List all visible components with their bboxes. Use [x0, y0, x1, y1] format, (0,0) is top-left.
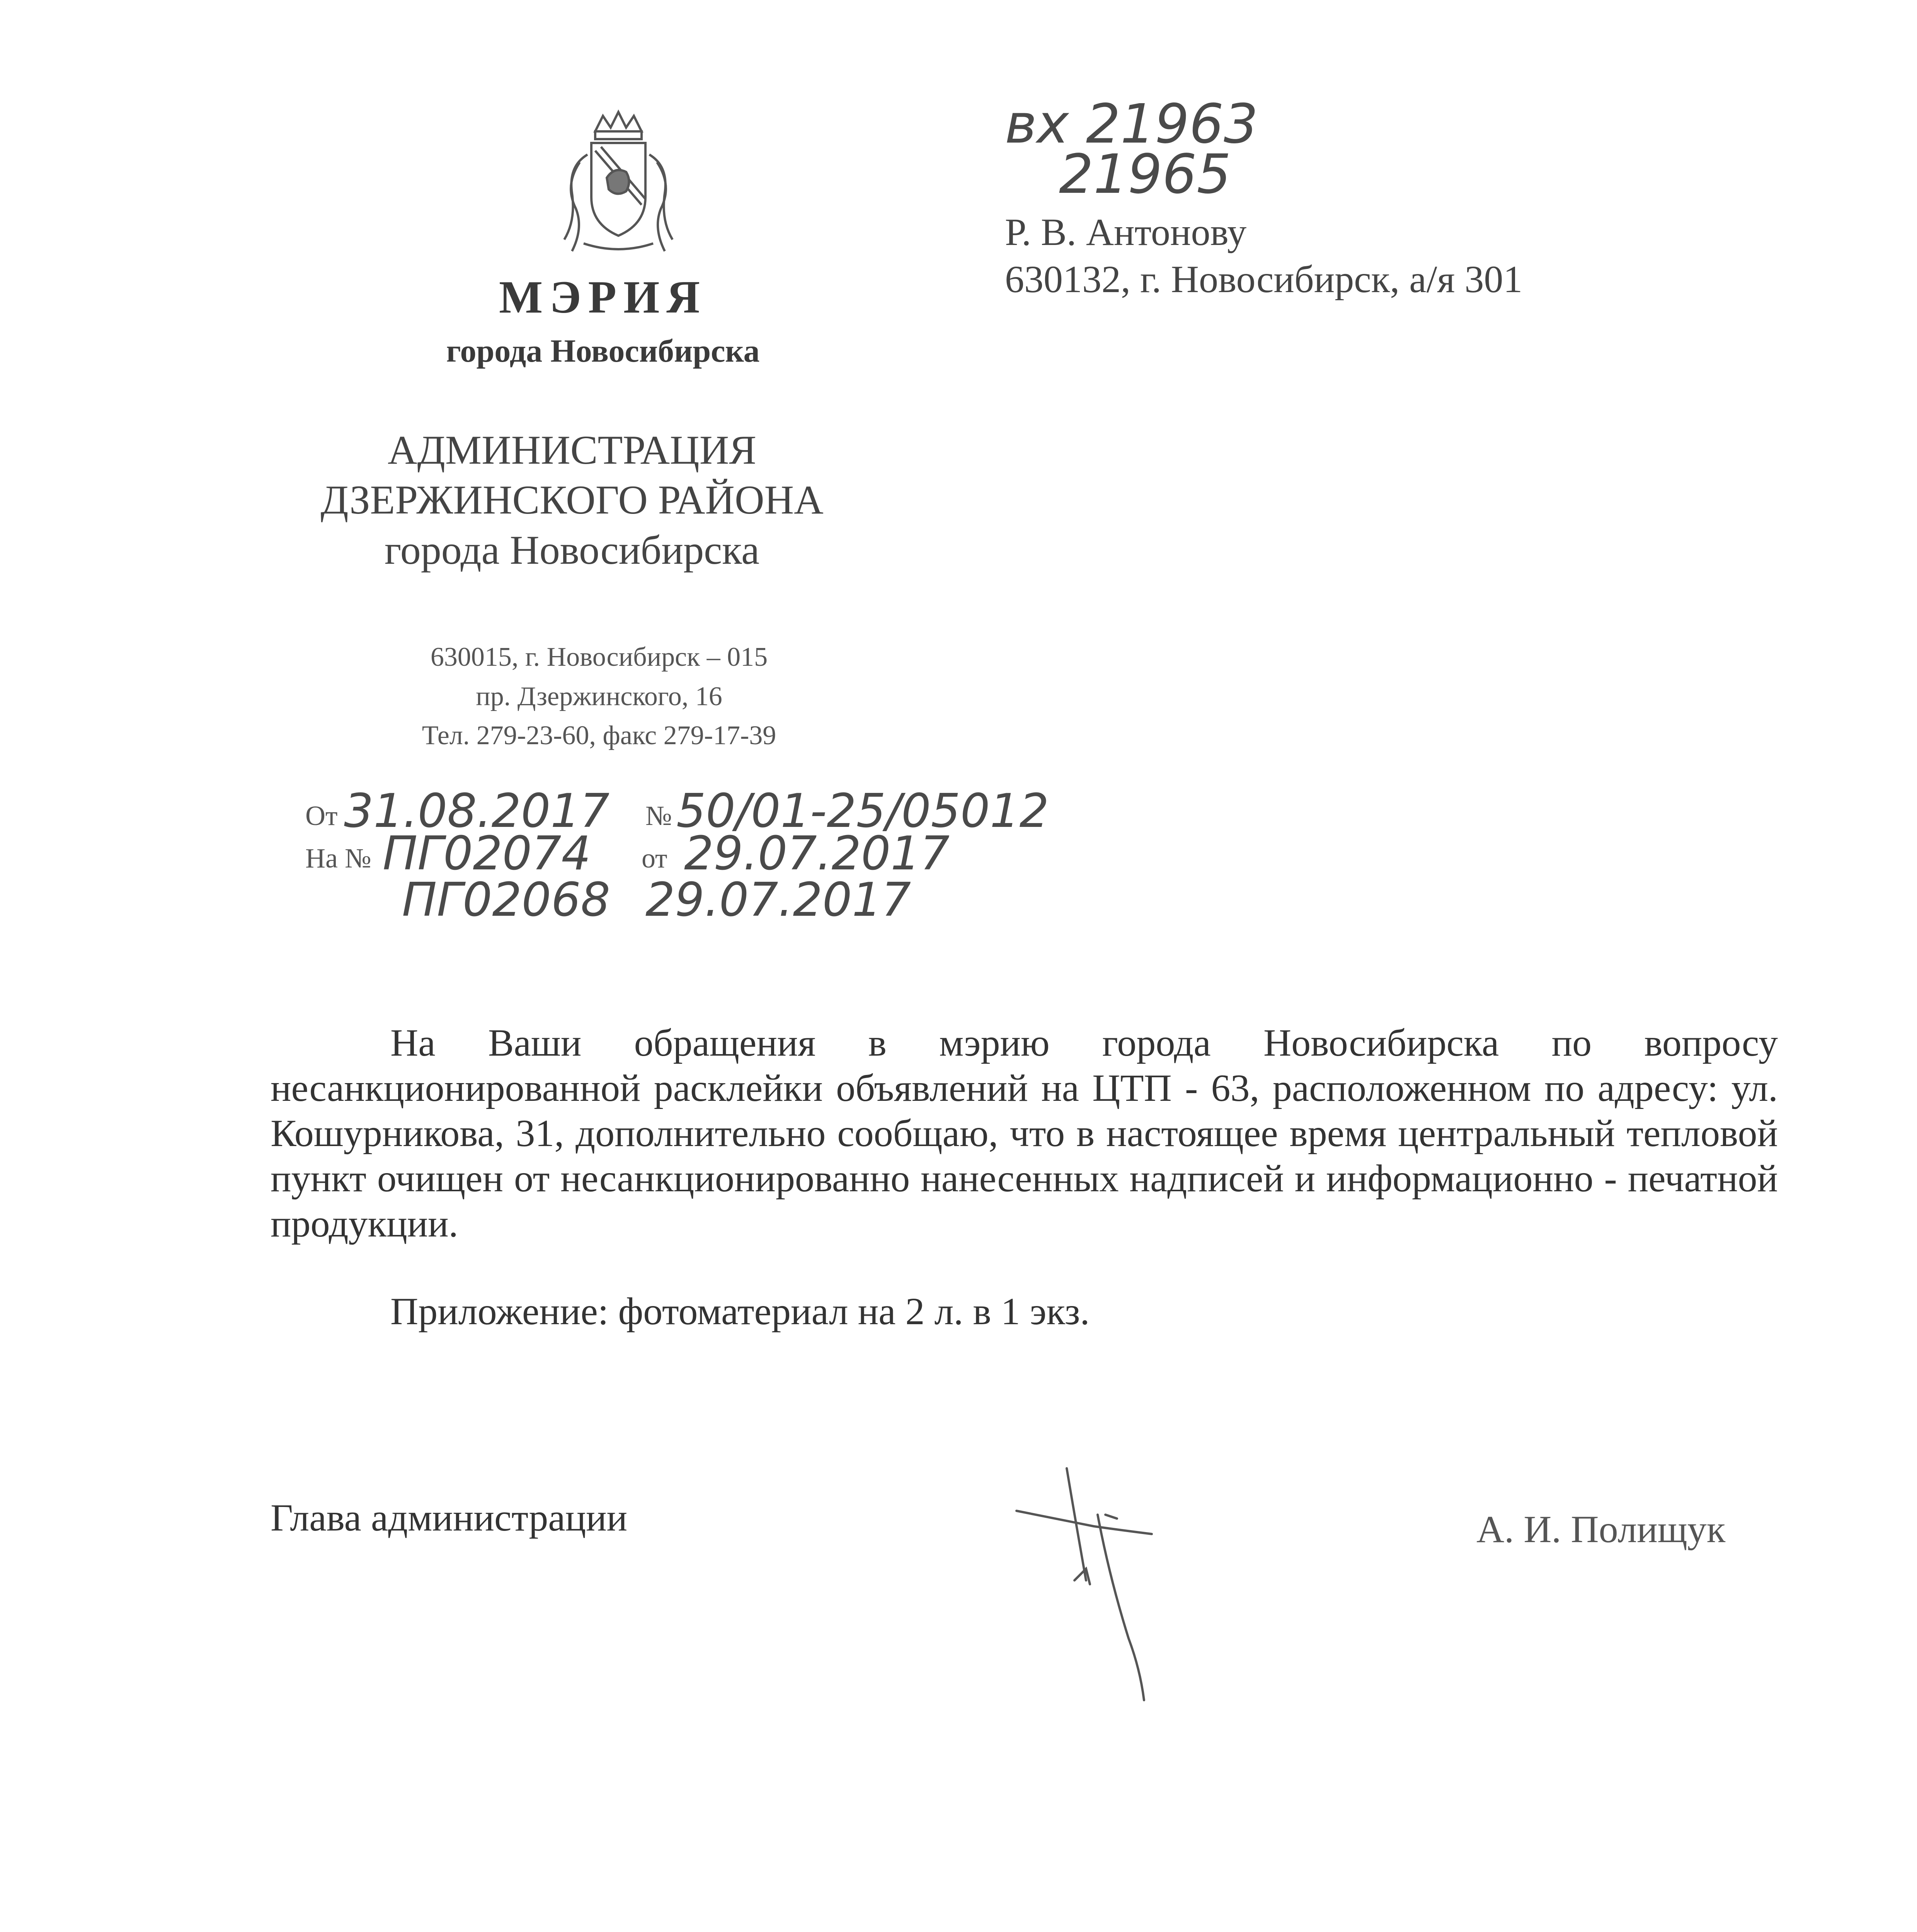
admin-line-1: АДМИНИСТРАЦИЯ — [388, 427, 756, 473]
addressee-address: 630132, г. Новосибирск, а/я 301 — [1005, 258, 1523, 301]
ref-date-2: 29.07.2017 — [645, 873, 911, 927]
org-subtitle: города Новосибирска — [446, 333, 760, 369]
signatory-name: А. И. Полищук — [1476, 1508, 1726, 1551]
registration-block — [305, 784, 1194, 947]
letter-body — [271, 1020, 1778, 1334]
org-title: МЭРИЯ — [499, 271, 707, 323]
sender-address — [363, 638, 835, 755]
signatory-role: Глава администрации — [271, 1496, 628, 1539]
from-label: От — [305, 800, 338, 831]
outgoing-number: 50/01-25/05012 — [676, 784, 1049, 838]
appendix-note: Приложение: фотоматериал на 2 л. в 1 экз. — [390, 1290, 1090, 1333]
admin-line-3: города Новосибирска — [384, 527, 760, 573]
ref-date-1: 29.07.2017 — [684, 827, 950, 881]
incoming-number-1: вх 21963 — [1005, 93, 1258, 156]
from-date: 31.08.2017 — [344, 784, 610, 838]
address-line-3: Тел. 279-23-60, факс 279-17-39 — [422, 721, 776, 750]
ref-from-label: от — [642, 843, 667, 874]
city-crest-emblem — [549, 108, 688, 263]
body-paragraph: На Ваши обращения в мэрию города Новосибирска по вопросу несанкционированной расклейки объявлений на ЦТП - 63, расположенном по адресу: ул. Кошурникова, 31, дополнительно сообщаю, что в настоящее время центральный тепловой пункт очищен от несанкционированно нанесенных надписей и информационно - печатной продукции. — [271, 1021, 1778, 1245]
incoming-number-2: 21965 — [1059, 143, 1231, 206]
address-line-2: пр. Дзержинского, 16 — [476, 681, 722, 711]
ref-number-2: ПГ02068 — [402, 873, 610, 927]
address-line-1: 630015, г. Новосибирск – 015 — [430, 642, 768, 672]
addressee-name: Р. В. Антонову — [1005, 211, 1247, 253]
number-label: № — [645, 800, 672, 831]
addressee-block — [1005, 209, 1739, 303]
signature-mark — [997, 1453, 1268, 1723]
admin-line-2: ДЗЕРЖИНСКОГО РАЙОНА — [320, 477, 824, 523]
ref-number-1: ПГ02074 — [383, 827, 591, 881]
ref-label: На № — [305, 843, 371, 874]
district-administration-header — [271, 425, 873, 575]
